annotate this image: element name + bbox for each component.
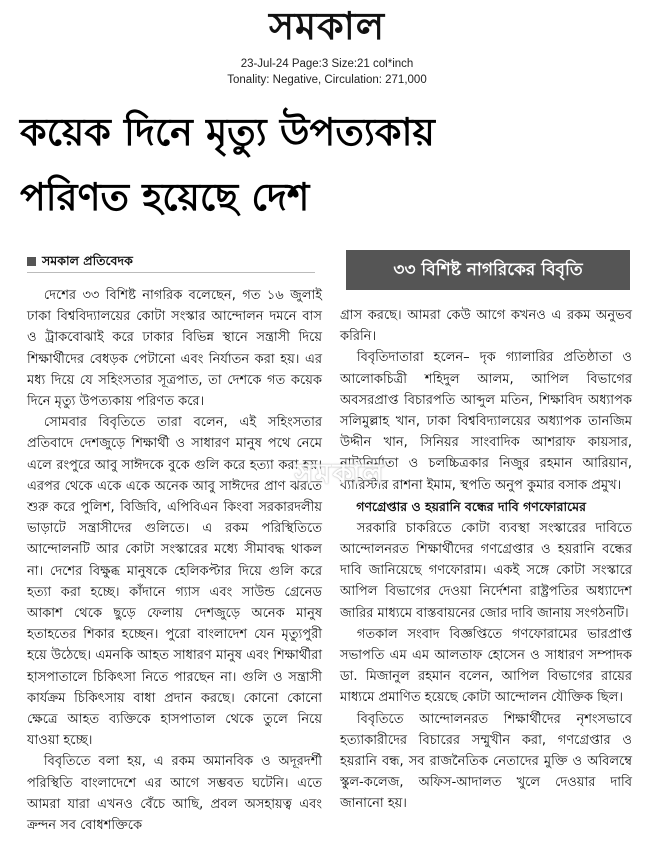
headline-line1: কয়েক দিনে মৃত্যু উপত্যকায় (20, 110, 435, 154)
paragraph: বিবৃতিতে আন্দোলনরত শিক্ষার্থীদের নৃশংসভাবে হত্যাকারীদের বিচারের সম্মুখীন করা, গণগ্রেপ্তার ও হয়রানি বন্ধ, সব রাজনৈতিক নেতাদের মুক্তি ও অবিলম্বে স্কুল-কলেজ, অফিস-আদালত খুলে দেওয়ার দাবি জানানো হয়। (340, 711, 632, 812)
article-column-1 (27, 285, 322, 836)
clip-meta-line2: Tonality: Negative, Circulation: 271,000 (227, 74, 427, 86)
paragraph: সরকারি চাকরিতে কোটা ব্যবস্থা সংস্কারের দাবিতে আন্দোলনরত শিক্ষার্থীদের গণগ্রেপ্তার ও হয়রানি বন্ধের দাবি জানিয়েছে গণফোরাম। একই সঙ্গে কোটা সংস্কারে আপিল বিভাগের দেওয়া নির্দেশনা রাষ্ট্রপতির অধ্যাদেশ জারির মাধ্যমে বাস্তবায়নের জোর দাবি জানায় সংগঠনটি। (340, 520, 632, 621)
statement-banner: ৩৩ বিশিষ্ট নাগরিকের বিবৃতি (346, 250, 630, 290)
paragraph: গতকাল সংবাদ বিজ্ঞপ্তিতে গণফোরামের ভারপ্রাপ্ত সভাপতি এম এম আলতাফ হোসেন ও সাধারণ সম্পাদক ডা. মিজানুল রহমান বলেন, আপিল বিভাগের রায়ের মাধ্যমে প্রমাণিত হয়েছে কোটা আন্দোলন যৌক্তিক ছিল। (340, 626, 632, 706)
paragraph: গ্রাস করছে। আমরা কেউ আগে কখনও এ রকম অনুভব করিনি। (340, 308, 632, 345)
clip-meta-line1: 23-Jul-24 Page:3 Size:21 col*inch (240, 58, 414, 70)
byline-square-icon (27, 257, 36, 266)
byline (27, 250, 315, 273)
paragraph: সোমবার বিবৃতিতে তারা বলেন, এই সহিংসতার প্রতিবাদে দেশজুড়ে শিক্ষার্থী ও সাধারণ মানুষ পথে নেমে এলে রংপুরে আবু সাঈদকে বুকে গুলি করে হত্যা করা হয়। এরপর থেকে একে একে অনেক আবু সাঈদের প্রাণ ঝরতে শুরু করে পুলিশ, বিজিবি, এপিবিএন কিংবা সরকারদলীয় ভাড়াটে সন্ত্রাসীদের গুলিতে। এ রকম পরিস্থিতিতে আন্দোলনটি আর কোটা সংস্কারের মধ্যে সীমাবদ্ধ থাকল না। দেশের বিক্ষুব্ধ মানুষকে হেলিকপ্টার দিয়ে গুলি করে হত্যা করা হচ্ছে। কাঁদানে গ্যাস এবং সাউন্ড গ্রেনেড আকাশ থেকে ছুড়ে ফেলায় দেশজুড়ে অনেক মানুষ হতাহতের শিকার হচ্ছেন। পুরো বাংলাদেশ যেন মৃত্যুপুরী হয়ে উঠেছে। এমনকি আহত সাধারণ মানুষ এবং শিক্ষার্থীরা হাসপাতালে চিকিৎসা নিতে পারছেন না। গুলি ও সন্ত্রাসী কার্যক্রম চিকিৎসায় বাধা প্রদান করছে। কোনো কোনো ক্ষেত্রে আহত ব্যক্তিকে হাসপাতাল থেকে তুলে নিয়ে যাওয়া হচ্ছে। (27, 415, 322, 749)
paragraph: বিবৃতিদাতারা হলেন– দৃক গ্যালারির প্রতিষ্ঠাতা ও আলোকচিত্রী শহিদুল আলম, আপিল বিভাগের অবসরপ্রাপ্ত বিচারপতি আব্দুল মতিন, শিক্ষাবিদ অধ্যাপক সলিমুল্লাহ খান, ঢাকা বিশ্ববিদ্যালয়ের অধ্যাপক তানজিম উদ্দীন খান, সিনিয়র সাংবাদিক আশরাফ কায়সার, নাট্যনির্মাতা ও চলচ্চিত্রকার নিজুর রহমান আরিয়ান, ব্যারিস্টার রাশনা ইমাম, স্থপতি অনুপ কুমার বসাক প্রমুখ। (340, 350, 632, 493)
newspaper-masthead: সমকাল (268, 3, 386, 48)
paragraph: দেশের ৩৩ বিশিষ্ট নাগরিক বলেছেন, গত ১৬ জুলাই ঢাকা বিশ্ববিদ্যালয়ের কোটা সংস্কার আন্দোলন দমনে বাস ও ট্রাকবোঝাই করে ঢাকার বিভিন্ন স্থানে সন্ত্রাসী দিয়ে শিক্ষার্থীদের বেধড়ক পেটানো এবং নির্যাতন করা হয়। এর মধ্য দিয়ে যে সহিংসতার সূত্রপাত, তা দেশকে গত কয়েক দিনে মৃত্যু উপত্যকায় পরিণত করে। (27, 288, 322, 410)
byline-text: সমকাল প্রতিবেদক (42, 253, 133, 268)
paragraph: বিবৃতিতে বলা হয়, এ রকম অমানবিক ও অদূরদর্শী পরিস্থিতি বাংলাদেশে এর আগে সম্ভবত ঘটেনি। এতে আমরা যারা এখনও বেঁচে আছি, প্রবল অসহায়ত্ব এবং ক্রন্দন সব বোধশক্তিকে (27, 754, 322, 834)
section-subhead: গণগ্রেপ্তার ও হয়রানি বন্ধের দাবি গণফোরামের (356, 498, 586, 514)
headline-line2: পরিণত হয়েছে দেশ (20, 175, 310, 219)
watermark-logo: সমকাল (294, 457, 386, 490)
article-column-2 (340, 305, 632, 815)
